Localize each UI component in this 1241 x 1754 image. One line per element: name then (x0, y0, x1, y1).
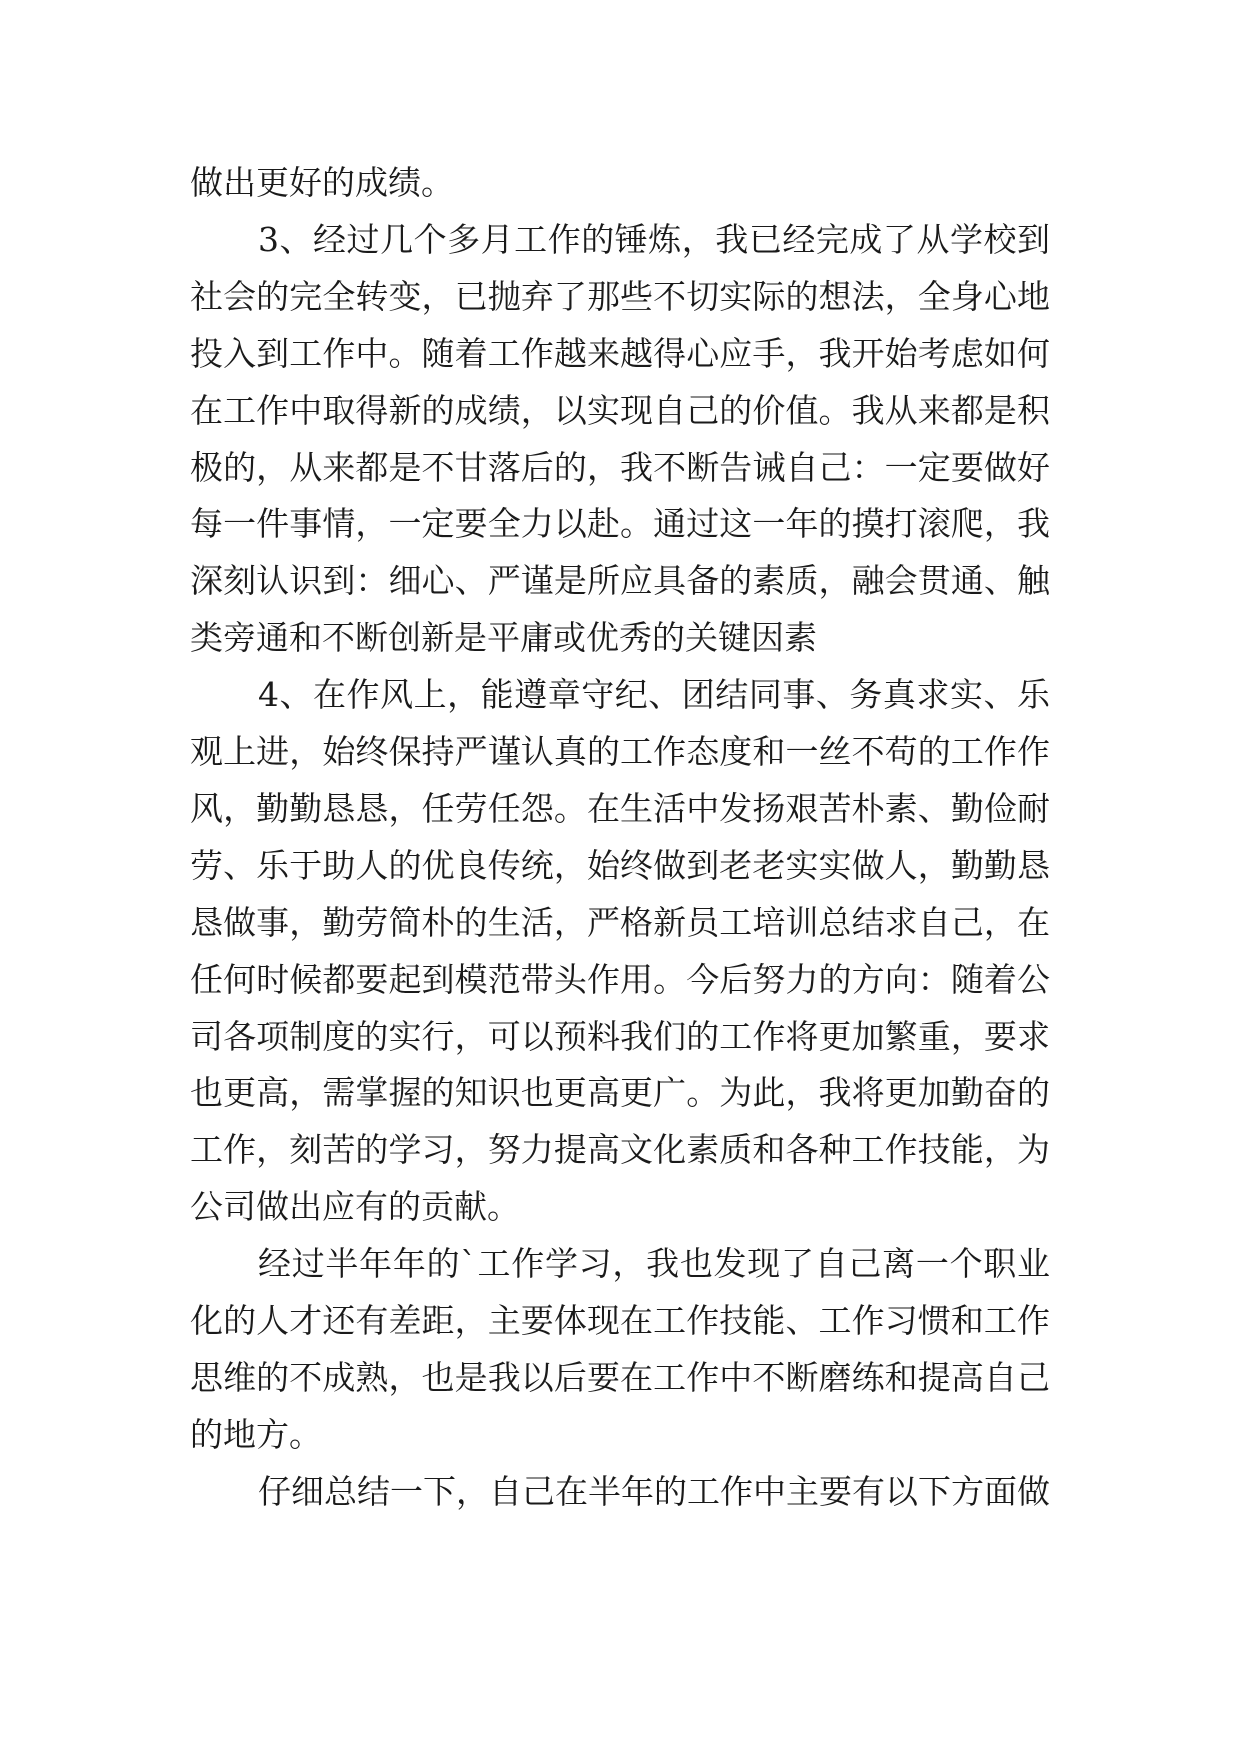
text-line: 3、经过几个多月工作的锤炼，我已经完成了从学校到 (258, 220, 1050, 259)
text-line: 的地方。 (190, 1415, 322, 1454)
text-line: 经过半年年的`工作学习，我也发现了自己离一个职业 (258, 1244, 1050, 1283)
text-line: 也更高，需掌握的知识也更高更广。为此，我将更加勤奋的 (190, 1073, 1050, 1112)
text-line: 公司做出应有的贡献。 (190, 1187, 520, 1226)
text-line: 投入到工作中。随着工作越来越得心应手，我开始考虑如何 (190, 334, 1050, 373)
text-line: 风，勤勤恳恳，任劳任怨。在生活中发扬艰苦朴素、勤俭耐 (190, 789, 1050, 828)
text-line: 仔细总结一下，自己在半年的工作中主要有以下方面做 (258, 1472, 1050, 1511)
text-line: 深刻认识到：细心、严谨是所应具备的素质，融会贯通、触 (190, 561, 1050, 600)
text-line: 观上进，始终保持严谨认真的工作态度和一丝不苟的工作作 (190, 732, 1050, 771)
text-line: 化的人才还有差距，主要体现在工作技能、工作习惯和工作 (190, 1301, 1050, 1340)
text-line: 工作，刻苦的学习，努力提高文化素质和各种工作技能，为 (190, 1130, 1050, 1169)
text-line: 思维的不成熟，也是我以后要在工作中不断磨练和提高自己 (190, 1358, 1050, 1397)
text-line: 任何时候都要起到模范带头作用。今后努力的方向：随着公 (190, 960, 1050, 999)
text-line: 每一件事情，一定要全力以赴。通过这一年的摸打滚爬，我 (190, 504, 1050, 543)
text-line: 类旁通和不断创新是平庸或优秀的关键因素 (190, 618, 817, 657)
text-line: 恳做事，勤劳简朴的生活，严格新员工培训总结求自己，在 (190, 903, 1050, 942)
text-line: 司各项制度的实行，可以预料我们的工作将更加繁重，要求 (190, 1017, 1050, 1056)
text-line: 劳、乐于助人的优良传统，始终做到老老实实做人，勤勤恳 (190, 846, 1050, 885)
text-line: 做出更好的成绩。 (190, 163, 454, 202)
text-line: 社会的完全转变，已抛弃了那些不切实际的想法，全身心地 (190, 277, 1050, 316)
text-line: 在工作中取得新的成绩，以实现自己的价值。我从来都是积 (190, 391, 1050, 430)
text-line: 极的，从来都是不甘落后的，我不断告诫自己：一定要做好 (190, 448, 1050, 487)
text-line: 4、在作风上，能遵章守纪、团结同事、务真求实、乐 (258, 675, 1050, 714)
